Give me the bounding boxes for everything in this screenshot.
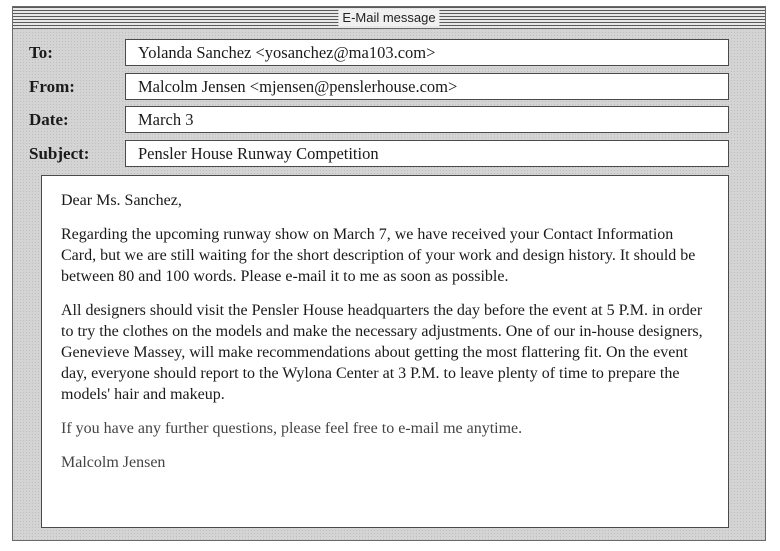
to-label: To: (29, 43, 53, 62)
subject-field[interactable]: Pensler House Runway Competition (125, 140, 729, 167)
title-bar (13, 7, 765, 29)
from-label: From: (29, 77, 75, 96)
subject-label: Subject: (29, 144, 90, 163)
date-row (13, 106, 765, 134)
message-greeting: Dear Ms. Sanchez, (61, 192, 182, 209)
message-paragraph-1: Regarding the upcoming runway show on March 7, we have received your Contact Information Card, but we are still waiting for the short description of your work and design history. It should be between 80 and 100 words. Please e-mail it to me as soon as possible. (61, 226, 696, 285)
message-body[interactable] (41, 175, 729, 528)
date-label: Date: (29, 110, 69, 129)
subject-row (13, 140, 765, 168)
email-window (12, 6, 766, 541)
date-field[interactable]: March 3 (125, 106, 729, 133)
to-field[interactable]: Yolanda Sanchez <yosanchez@ma103.com> (125, 39, 729, 66)
from-field[interactable]: Malcolm Jensen <mjensen@penslerhouse.com> (125, 73, 729, 100)
message-paragraph-3: If you have any further questions, please feel free to e-mail me anytime. (61, 420, 523, 437)
window-title: E-Mail message (338, 9, 439, 26)
message-signature: Malcolm Jensen (61, 454, 166, 471)
to-row (13, 39, 765, 67)
message-paragraph-2: All designers should visit the Pensler House headquarters the day before the event at 5 P.M. in order to try the clothes on the models and make the necessary adjustments. One of our in-house designers, Genevieve Massey, will make recommendations about getting the most flattering fit. On the event day, everyone should report to the Wylona Center at 3 P.M. to leave plenty of time to prepare the models' hair and makeup. (61, 302, 703, 403)
from-row (13, 73, 765, 101)
